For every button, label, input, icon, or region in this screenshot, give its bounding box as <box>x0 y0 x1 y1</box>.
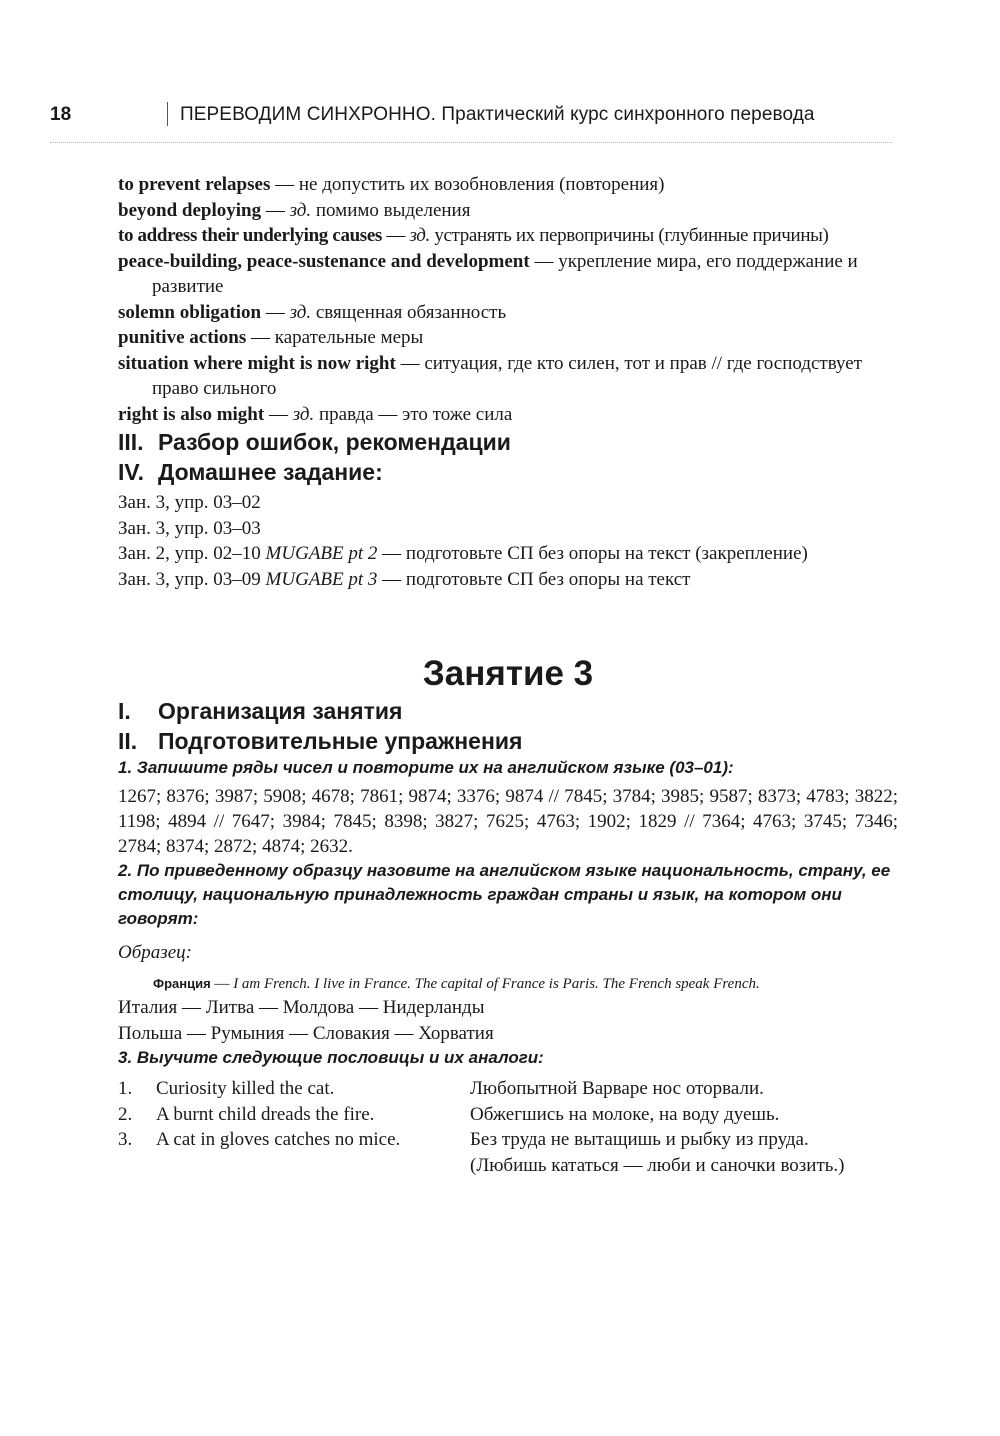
glossary-note: зд. <box>409 225 430 246</box>
glossary-note: зд. <box>289 301 312 323</box>
glossary-translation: устранять их первопричины (глубинные причины) <box>429 225 829 246</box>
proverb-row <box>118 1102 845 1128</box>
section-number: II. <box>118 728 138 754</box>
section-title: Домашнее задание: <box>158 459 383 485</box>
section-heading-errors <box>118 427 898 457</box>
section-heading-organization <box>118 696 898 726</box>
glossary-item <box>118 249 898 300</box>
glossary-dash: — <box>529 250 559 272</box>
glossary-item <box>118 223 898 249</box>
glossary-item <box>118 300 898 326</box>
proverb-row <box>118 1127 845 1153</box>
glossary-item <box>118 172 898 198</box>
glossary-translation: карательные меры <box>274 327 424 348</box>
glossary-dash: — <box>261 301 290 323</box>
glossary-translation: укрепление мира, его поддержание и развитие <box>152 250 858 297</box>
section-number: IV. <box>118 459 145 485</box>
glossary-note: зд. <box>289 199 312 221</box>
proverb-english: Curiosity killed the cat. <box>156 1078 335 1099</box>
proverb-number <box>118 1153 156 1179</box>
proverb-number: 2. <box>118 1103 133 1125</box>
homework-source: MUGABE pt 2 <box>265 543 378 564</box>
section-number: I. <box>118 698 131 724</box>
glossary-dash: — <box>381 225 410 246</box>
proverb-english <box>156 1153 470 1179</box>
section-title: Разбор ошибок, рекомендации <box>158 429 511 455</box>
glossary-translation: священная обязанность <box>311 301 507 323</box>
task-1-numbers: 1267; 8376; 3987; 5908; 4678; 7861; 9874; 3376; 9874 // 7845; 3784; 3985; 9587; 8373; 4783; 3822; 1198; 4894 // 7647; 3984; 7845; 8398; 3827; 7625; 4763; 1902; 1829 // 7364; 4763; 3745; 7346; 2784; 8374; 2872; 4874; 2632. <box>118 786 898 857</box>
glossary-term: right is also might <box>118 403 265 425</box>
glossary-term: beyond deploying <box>118 199 262 221</box>
glossary-term: solemn obligation <box>118 301 262 323</box>
proverb-russian: Без труда не вытащишь и рыбку из пруда. <box>470 1129 809 1150</box>
sample-country: Франция <box>153 976 211 991</box>
running-title: ПЕРЕВОДИМ СИНХРОННО. Практический курс синхронного перевода <box>180 104 815 125</box>
section-title: Подготовительные упражнения <box>158 728 523 754</box>
homework-text: Зан. 2, упр. 02–10 <box>118 543 266 564</box>
homework-instruction: — подготовьте СП без опоры на текст (закрепление) <box>377 543 808 564</box>
section-heading-homework <box>118 457 898 487</box>
glossary-item <box>118 325 898 351</box>
glossary-list <box>118 172 898 427</box>
page-number: 18 <box>50 104 72 125</box>
proverb-row <box>118 1153 845 1179</box>
section-heading-exercises <box>118 726 898 756</box>
glossary-translation: помимо выделения <box>311 199 471 221</box>
lesson-title: Занятие 3 <box>422 654 594 693</box>
glossary-item <box>118 351 898 402</box>
task-2-heading: 2. По приведенному образцу назовите на английском языке национальность, страну, ее столицу, национальную принадлежность граждан страны и язык, на котором они говорят: <box>118 861 891 928</box>
homework-text: Зан. 3, упр. 03–02 <box>118 492 261 513</box>
country-chain: Италия — Литва — Молдова — Нидерланды <box>118 997 485 1018</box>
glossary-dash: — <box>264 403 293 425</box>
header-rule <box>50 142 892 143</box>
glossary-translation: не допустить их возобновления (повторения) <box>298 174 665 195</box>
page-body <box>118 172 898 1178</box>
glossary-item <box>118 198 898 224</box>
glossary-note: зд. <box>292 403 315 425</box>
glossary-dash: — <box>261 199 290 221</box>
glossary-term: situation where might is now right <box>118 352 396 374</box>
homework-item <box>118 567 898 593</box>
glossary-dash: — <box>270 174 299 195</box>
glossary-term: to prevent relapses <box>118 174 271 195</box>
glossary-term: to address their underlying causes <box>118 225 382 246</box>
homework-item <box>118 516 898 542</box>
sample-example <box>118 973 898 995</box>
proverb-english: A cat in gloves catches no mice. <box>156 1129 401 1150</box>
glossary-translation: правда — это тоже сила <box>314 403 513 425</box>
homework-instruction: — подготовьте СП без опоры на текст <box>377 568 691 590</box>
proverb-row <box>118 1076 845 1102</box>
running-header <box>50 100 892 130</box>
homework-source: MUGABE pt 3 <box>265 568 378 590</box>
task-3-heading: 3. Выучите следующие пословицы и их аналоги: <box>118 1048 544 1067</box>
proverb-russian: (Любишь кататься — люби и саночки возить.) <box>470 1154 845 1176</box>
homework-item <box>118 490 898 516</box>
glossary-item <box>118 402 898 428</box>
sample-phrase: I am French. I live in France. The capital of France is Paris. The French speak French. <box>233 976 760 992</box>
sample-dash: — <box>210 976 234 992</box>
sample-label: Образец: <box>118 942 192 963</box>
homework-list <box>118 490 898 592</box>
homework-text: Зан. 3, упр. 03–09 <box>118 568 266 590</box>
task-1-heading: 1. Запишите ряды чисел и повторите их на английском языке (03–01): <box>118 758 734 777</box>
glossary-translation: ситуация, где кто силен, тот и прав // где господствует право сильного <box>152 352 863 399</box>
proverb-number: 3. <box>118 1129 133 1150</box>
homework-item <box>118 541 898 567</box>
section-title: Организация занятия <box>158 698 403 724</box>
header-separator <box>167 102 168 126</box>
country-chain: Польша — Румыния — Словакия — Хорватия <box>118 1022 494 1044</box>
proverb-english: A burnt child dreads the fire. <box>156 1103 375 1125</box>
proverb-russian: Любопытной Варваре нос оторвали. <box>470 1078 764 1099</box>
glossary-term: peace-building, peace-sustenance and development <box>118 250 530 272</box>
homework-text: Зан. 3, упр. 03–03 <box>118 517 261 539</box>
glossary-term: punitive actions <box>118 327 247 348</box>
proverb-number: 1. <box>118 1078 133 1099</box>
proverbs-table <box>118 1076 845 1178</box>
proverb-russian: Обжегшись на молоке, на воду дуешь. <box>470 1103 780 1125</box>
section-number: III. <box>118 429 144 455</box>
glossary-dash: — <box>246 327 275 348</box>
glossary-dash: — <box>395 352 425 374</box>
